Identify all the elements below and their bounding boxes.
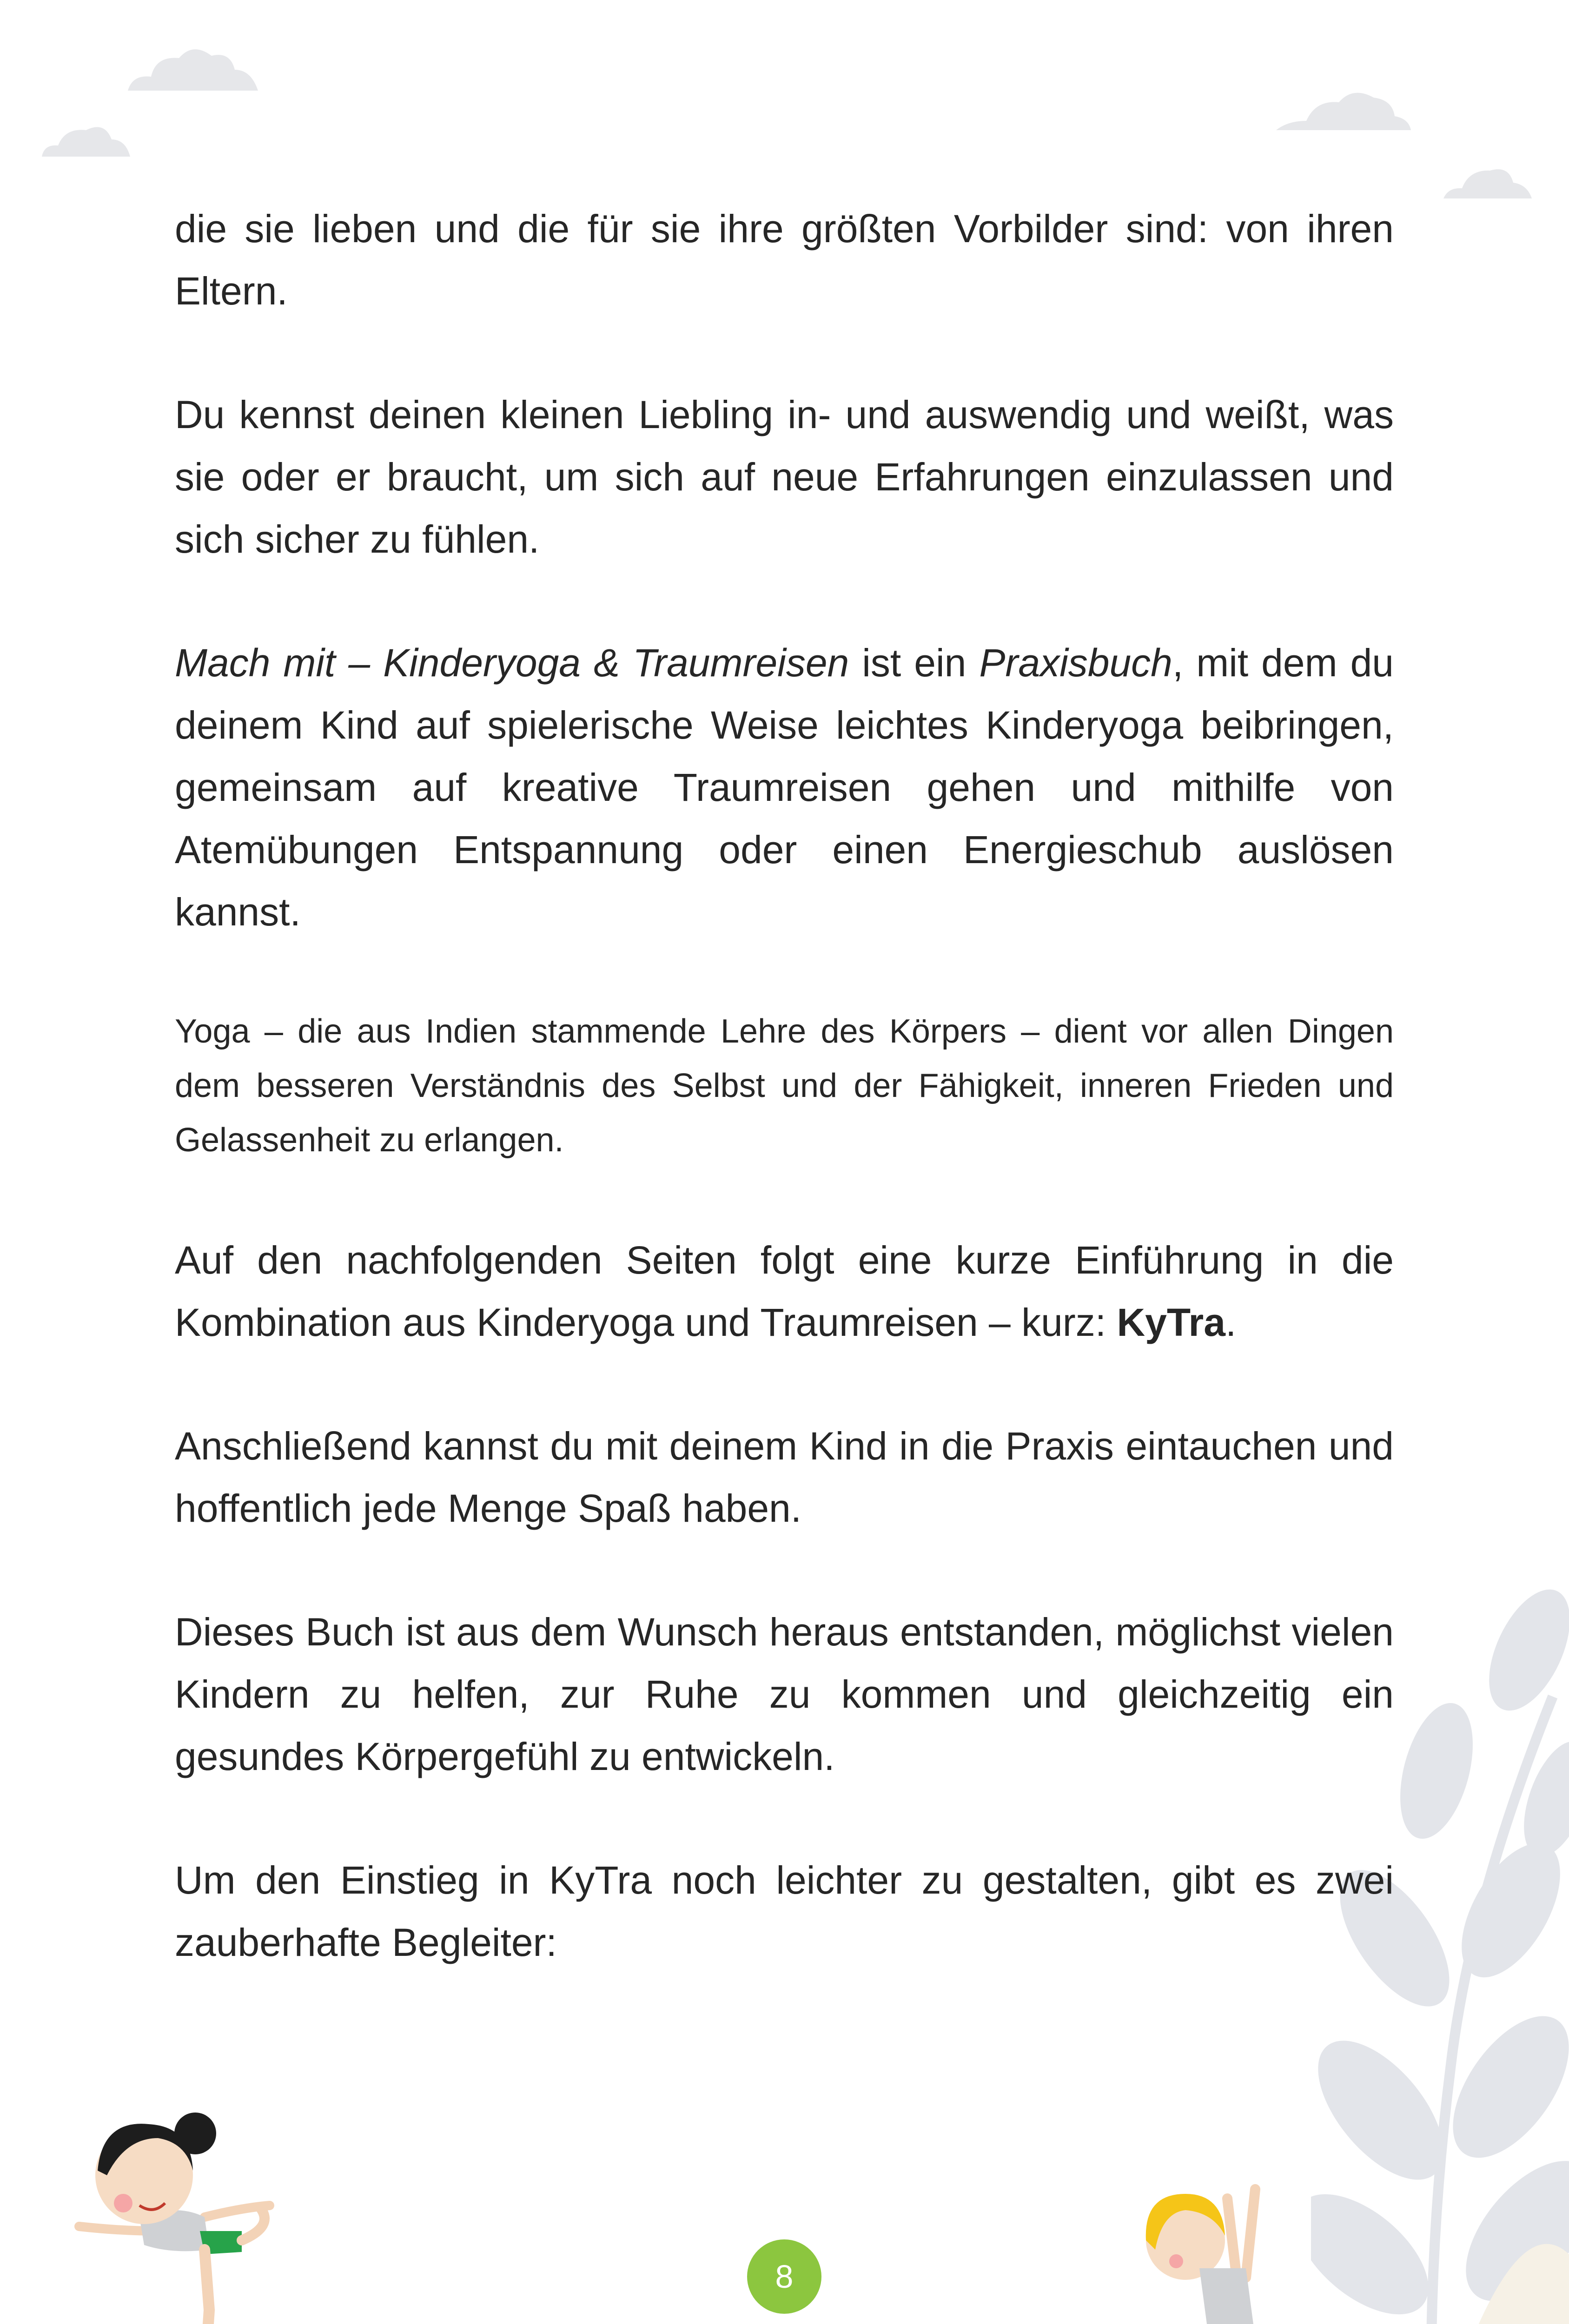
paragraph-book-wish: Dieses Buch ist aus dem Wunsch heraus entstanden, möglichst vielen Kindern zu helfen, zur Ruhe zu kommen und gleichzeitig ein gesundes Körpergefühl zu entwickeln. [175,1610,1394,1778]
paragraph-you-know-your-child: Du kennst deinen kleinen Liebling in- und auswendig und weißt, was sie oder er braucht, um sich auf neue Erfahrungen einzulassen und sich sicher zu fühlen. [175,393,1394,561]
cloud-icon [1274,81,1413,132]
paragraph-practice-book-mid: ist ein [849,641,980,685]
paragraph-parents: die sie lieben und die für sie ihre größten Vorbilder sind: von ihren Eltern. [175,207,1394,313]
paragraph-introduction [175,1229,1394,1353]
paragraph-introduction-end: . [1225,1301,1237,1344]
paragraph-practice: Anschließend kannst du mit deinem Kind in die Praxis eintauchen und hoffentlich jede Menge Spaß haben. [175,1424,1394,1530]
kytra-term: KyTra [1117,1301,1225,1344]
cloud-icon [1441,160,1534,200]
boy-yoga-illustration [1116,2161,1348,2324]
page-number-badge: 8 [747,2239,821,2314]
cloud-icon [123,42,263,93]
paragraph-practice-book-rest: , mit dem du deinem Kind auf spielerische Weise leichtes Kinderyoga beibringen, gemeinsam auf kreative Traumreisen gehen und mithilfe von Atemübungen Entspannung oder einen Energieschub auslösen kannst. [175,641,1394,934]
cloud-icon [40,119,132,158]
paragraph-yoga-definition: Yoga – die aus Indien stammende Lehre des Körpers – dient vor allen Dingen dem besseren Verständnis des Selbst und der Fähigkeit, inneren Frieden und Gelassenheit zu erlangen. [175,1013,1394,1159]
body-text [175,198,1394,2035]
book-type: Praxisbuch [979,641,1172,685]
paragraph-practice-book [175,632,1394,943]
book-title: Mach mit – Kinderyoga & Traumreisen [175,641,849,685]
paragraph-companions: Um den Einstieg in KyTra noch leichter zu gestalten, gibt es zwei zauberhafte Begleiter: [175,1858,1394,1964]
girl-yoga-illustration [65,2092,288,2324]
paragraph-introduction-text: Auf den nachfolgenden Seiten folgt eine kurze Einführung in die Kombination aus Kinderyoga und Traumreisen – kurz: [175,1238,1394,1344]
